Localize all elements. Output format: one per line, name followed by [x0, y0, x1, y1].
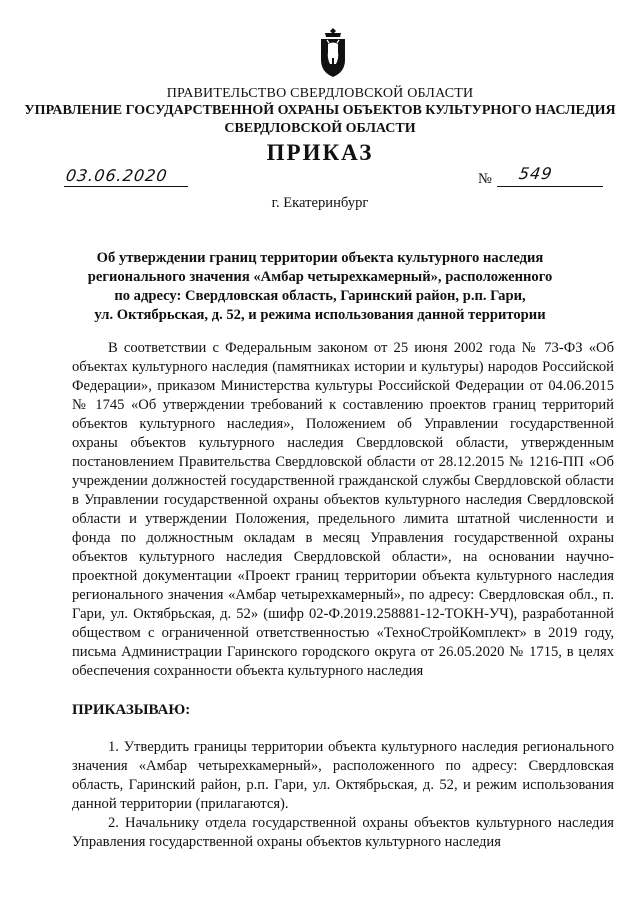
title-line: Об утверждении границ территории объекта культурного наследия	[96, 250, 544, 266]
number-label: №	[478, 171, 492, 187]
document-type: ПРИКАЗ	[266, 140, 374, 165]
order-items	[72, 738, 614, 852]
number-field	[497, 166, 603, 187]
preamble	[72, 339, 614, 681]
org-name-government: ПРАВИТЕЛЬСТВО СВЕРДЛОВСКОЙ ОБЛАСТИ	[166, 86, 474, 101]
org-name-department	[0, 102, 640, 138]
org-name-line: УПРАВЛЕНИЕ ГОСУДАРСТВЕННОЙ ОХРАНЫ ОБЪЕКТОВ КУЛЬТУРНОГО НАСЛЕДИЯ	[24, 103, 616, 118]
title-line: ул. Октябрьская, д. 52, и режима использования данной территории	[94, 307, 546, 323]
date-field	[64, 166, 188, 187]
order-item: 1. Утвердить границы территории объекта культурного наследия регионального значения «Амбар четырехкамерный», расположенного по адресу: Свердловская область, Гаринский район, р.п. Гари, ул. Октябрьская, д. 52, и режим использования данной территории (прилагаются).	[72, 739, 614, 812]
preamble-paragraph: В соответствии с Федеральным законом от 25 июня 2002 года № 73-ФЗ «Об объектах культурного наследия (памятниках истории и культуры) народов Российской Федерации», приказом Министерства культуры Российской Федерации от 04.06.2015 № 1745 «Об утверждении требований к составлению проектов границ территорий объектов культурного наследия», Положением об Управлении государственной охраны объектов культурного наследия Свердловской области, утвержденным постановлением Правительства Свердловской области от 28.12.2015 № 1216-ПП «Об учреждении должностей государственной гражданской службы Свердловской области в Управлении государственной охраны объектов культурного наследия Свердловской области и утверждении Положения, предельного лимита штатной численности и фонда по должностным окладам в месяц Управления государственной охраны объектов культурного наследия Свердловской области», на основании научно-проектной документации «Проект границ территории объекта культурного наследия регионального значения «Амбар четырехкамерный», по адресу: Свердловская обл., п. Гари, ул. Октябрьская, д. 52» (шифр 02-Ф.2019.258881-12-ТОКН-УЧ), разработанной обществом с ограниченной ответственностью «ТехноСтройКомплект» в 2019 году, письма Администрации Гаринского городского округа от 26.05.2020 № 1715, в целях обеспечения сохранности объекта культурного наследия	[72, 340, 614, 679]
org-name-line: СВЕРДЛОВСКОЙ ОБЛАСТИ	[224, 121, 416, 136]
handwritten-date: 03.06.2020	[64, 166, 169, 185]
handwritten-number: 549	[517, 164, 554, 183]
document-title	[0, 249, 640, 325]
city: г. Екатеринбург	[271, 195, 369, 211]
title-line: по адресу: Свердловская область, Гаринский район, р.п. Гари,	[114, 288, 526, 304]
order-heading: ПРИКАЗЫВАЮ:	[72, 702, 191, 718]
coat-of-arms-icon	[319, 28, 347, 78]
order-item: 2. Начальнику отдела государственной охраны объектов культурного наследия Управления государственной охраны объектов культурного наследия	[72, 815, 614, 850]
title-line: регионального значения «Амбар четырехкамерный», расположенного	[87, 269, 553, 285]
